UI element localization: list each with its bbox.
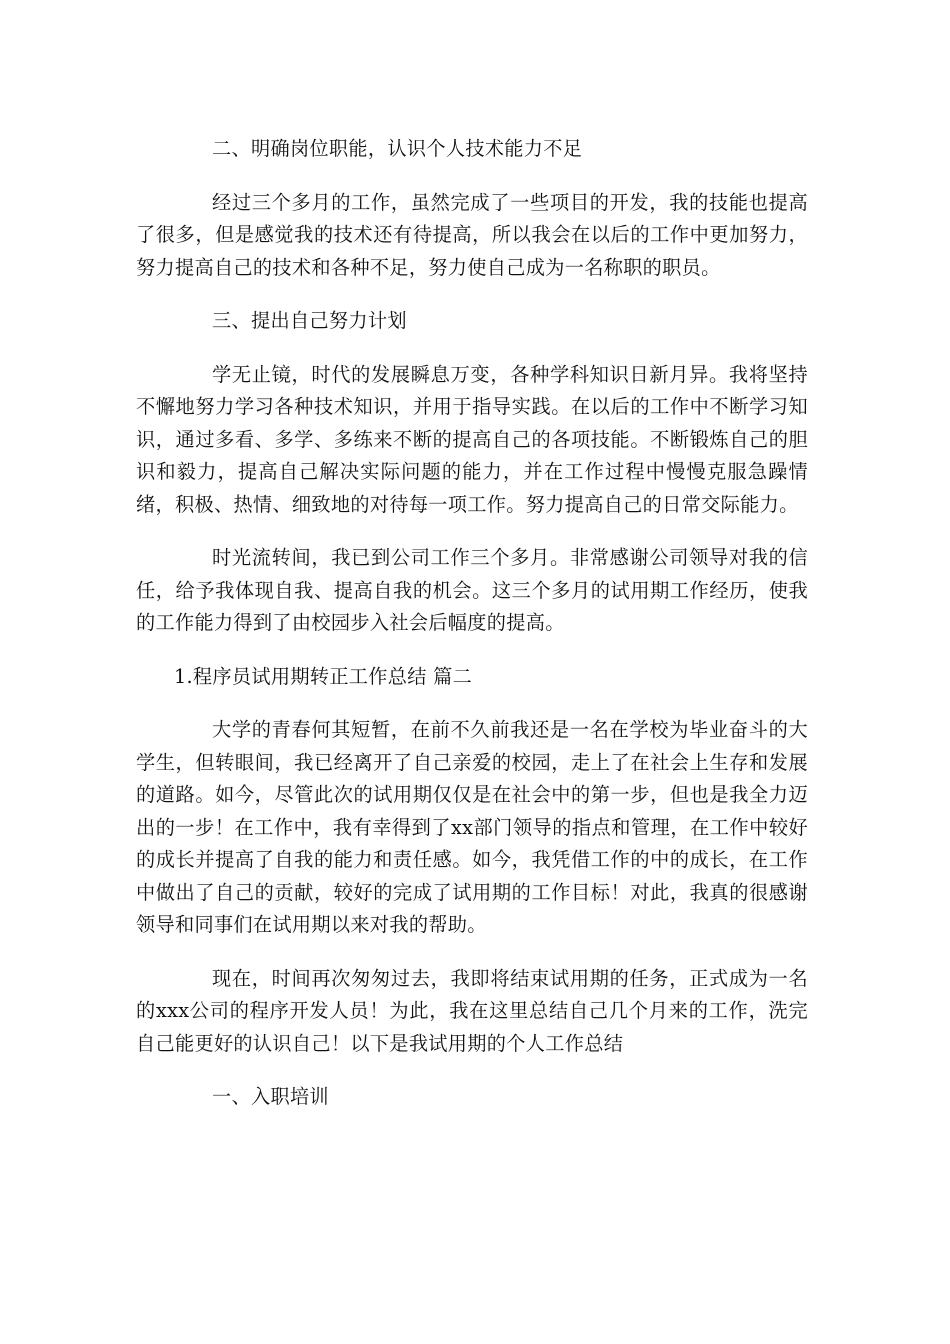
- document-body: [136, 133, 808, 1135]
- section-heading-onboarding: 一、入职培训: [212, 1085, 329, 1108]
- paragraph-gratitude: 时光流转间，我已到公司工作三个多月。非常感谢公司领导对我的信任，给予我体现自我、提高自我的机会。这三个多月的试用期工作经历，使我的工作能力得到了由校园步入社会后幅度的提高。: [136, 546, 808, 634]
- paragraph-probation-end: 现在，时间再次匆匆过去，我即将结束试用期的任务，正式成为一名的xxx公司的程序开发人员！为此，我在这里总结自己几个月来的工作，洗完自己能更好的认识自己！以下是我试用期的个人工作总结: [136, 966, 808, 1055]
- article-title-part-two: 1.程序员试用期转正工作总结 篇二: [174, 664, 473, 688]
- paragraph-learning-plan: 学无止镜，时代的发展瞬息万变，各种学科知识日新月异。我将坚持不懈地努力学习各种技术知识，并用于指导实践。在以后的工作中不断学习知识，通过多看、多学、多练来不断的提高自己的各项技能。不断锻炼自己的胆识和毅力，提高自己解决实际问题的能力，并在工作过程中慢慢克服急躁情绪，积极、热情、细致地的对待每一项工作。努力提高自己的日常交际能力。: [136, 362, 808, 516]
- paragraph-college-to-work: 大学的青春何其短暂，在前不久前我还是一名在学校为毕业奋斗的大学生，但转眼间，我已经离开了自己亲爱的校园，走上了在社会上生存和发展的道路。如今，尽管此次的试用期仅仅是在社会中的第一步，但也是我全力迈出的一步！在工作中，我有幸得到了xx部门领导的指点和管理，在工作中较好的成长并提高了自我的能力和责任感。如今，我凭借工作的中的成长，在工作中做出了自己的贡献，较好的完成了试用期的工作目标！对此，我真的很感谢领导和同事们在试用期以来对我的帮助。: [136, 718, 808, 936]
- section-heading-job-duties: 二、明确岗位职能，认识个人技术能力不足: [212, 137, 583, 160]
- section-heading-effort-plan: 三、提出自己努力计划: [212, 309, 407, 332]
- paragraph-skill-improvement: 经过三个多月的工作，虽然完成了一些项目的开发，我的技能也提高了很多，但是感觉我的技术还有待提高，所以我会在以后的工作中更加努力，努力提高自己的技术和各种不足，努力使自己成为一名称职的职员。: [136, 190, 808, 279]
